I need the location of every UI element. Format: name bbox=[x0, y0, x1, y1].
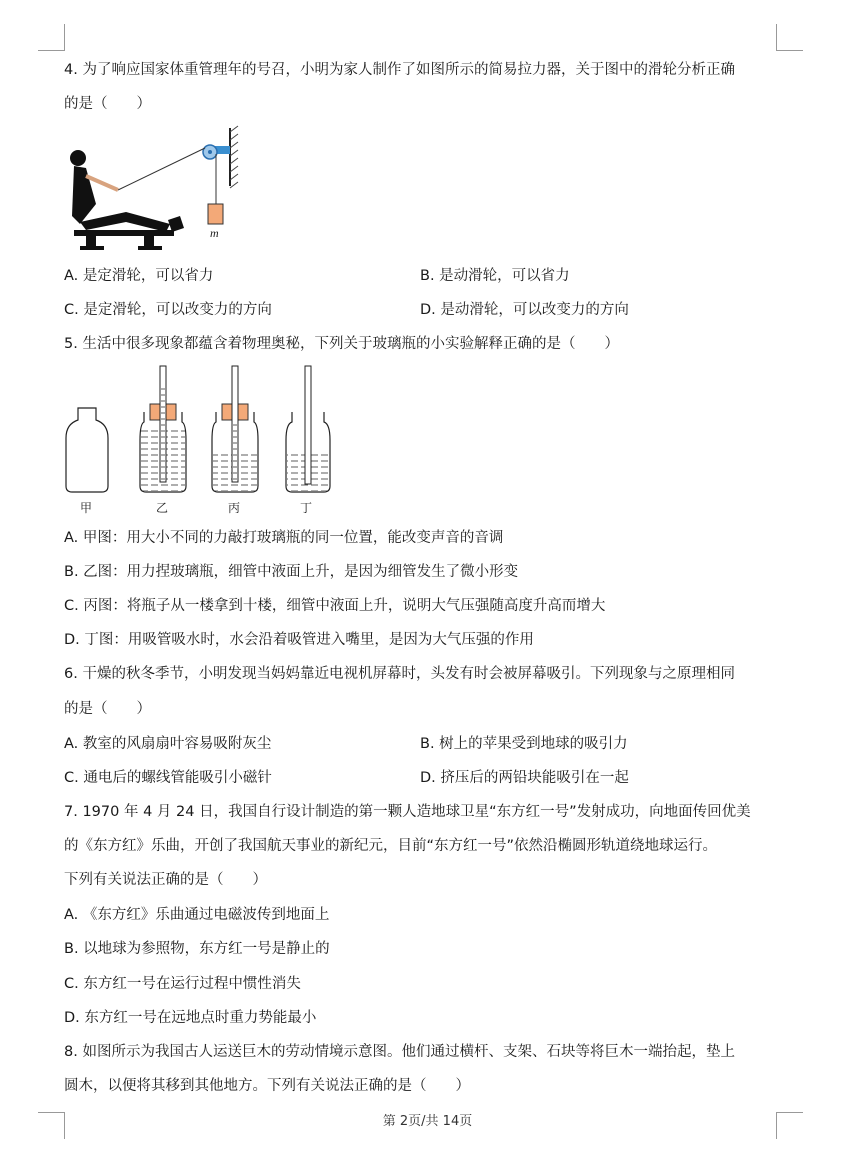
mass-label: m bbox=[210, 226, 219, 240]
label-ding: 丁 bbox=[300, 501, 313, 515]
page-footer: 第 2页/共 14页 bbox=[382, 1114, 473, 1129]
pulley-exerciser-figure bbox=[66, 124, 246, 256]
q5-option-d: D. 丁图：用吸管吸水时，水会沿着吸管进入嘴里，是因为大气压强的作用 bbox=[64, 632, 534, 648]
q6-option-c: C. 通电后的螺线管能吸引小磁针 bbox=[64, 770, 272, 786]
q7-option-b: B. 以地球为参照物，东方红一号是静止的 bbox=[64, 941, 330, 957]
q7-option-d: D. 东方红一号在远地点时重力势能最小 bbox=[64, 1010, 317, 1026]
q6-option-a: A. 教室的风扇扇叶容易吸附灰尘 bbox=[64, 736, 272, 752]
q5-option-c: C. 丙图：将瓶子从一楼拿到十楼，细管中液面上升，说明大气压强随高度升高而增大 bbox=[64, 598, 606, 614]
label-yi: 乙 bbox=[156, 501, 169, 515]
q5-option-a: A. 甲图：用大小不同的力敲打玻璃瓶的同一位置，能改变声音的音调 bbox=[64, 530, 504, 546]
q7-option-a: A. 《东方红》乐曲通过电磁波传到地面上 bbox=[64, 907, 330, 923]
q8-stem-line2: 圆木，以便将其移到其他地方。下列有关说法正确的是（ ） bbox=[64, 1078, 470, 1094]
q4-stem-line1: 4. 为了响应国家体重管理年的号召，小明为家人制作了如图所示的简易拉力器，关于图中的滑轮分析正确 bbox=[64, 62, 735, 78]
q5-stem-line1: 5. 生活中很多现象都蕴含着物理奥秘，下列关于玻璃瓶的小实验解释正确的是（ ） bbox=[64, 336, 619, 352]
q4-option-c: C. 是定滑轮，可以改变力的方向 bbox=[64, 302, 272, 318]
q7-stem-line2: 的《东方红》乐曲，开创了我国航天事业的新纪元，目前“东方红一号”依然沿椭圆形轨道绕地球运行。 bbox=[64, 838, 718, 854]
crop-mark-top-right bbox=[776, 24, 803, 51]
straw bbox=[305, 366, 311, 484]
q8-stem-line1: 8. 如图所示为我国古人运送巨木的劳动情境示意图。他们通过横杆、支架、石块等将巨木一端抬起，垫上 bbox=[64, 1044, 735, 1060]
q4-stem-line2: 的是（ ） bbox=[64, 96, 151, 112]
q7-stem-line1: 7. 1970 年 4 月 24 日，我国自行设计制造的第一颗人造地球卫星“东方红一号”发射成功，向地面传回优美 bbox=[64, 804, 751, 820]
label-jia: 甲 bbox=[80, 501, 93, 515]
weight-block bbox=[208, 204, 223, 224]
q4-option-a: A. 是定滑轮，可以省力 bbox=[64, 268, 214, 284]
q6-option-d: D. 挤压后的两铅块能吸引在一起 bbox=[420, 770, 629, 786]
bottle-jia bbox=[66, 408, 108, 492]
q6-stem-line2: 的是（ ） bbox=[64, 701, 151, 717]
q4-option-b: B. 是动滑轮，可以省力 bbox=[420, 268, 570, 284]
label-bing: 丙 bbox=[228, 501, 241, 515]
q7-stem-line3: 下列有关说法正确的是（ ） bbox=[64, 872, 267, 888]
q7-option-c: C. 东方红一号在运行过程中惯性消失 bbox=[64, 976, 301, 992]
q6-option-b: B. 树上的苹果受到地球的吸引力 bbox=[420, 736, 628, 752]
q5-option-b: B. 乙图：用力捏玻璃瓶，细管中液面上升，是因为细管发生了微小形变 bbox=[64, 564, 519, 580]
crop-mark-top-left bbox=[38, 24, 65, 51]
q4-option-d: D. 是动滑轮，可以改变力的方向 bbox=[420, 302, 629, 318]
q6-stem-line1: 6. 干燥的秋冬季节，小明发现当妈妈靠近电视机屏幕时，头发有时会被屏幕吸引。下列现象与之原理相同 bbox=[64, 666, 735, 682]
glass-bottle-figures bbox=[60, 362, 350, 520]
